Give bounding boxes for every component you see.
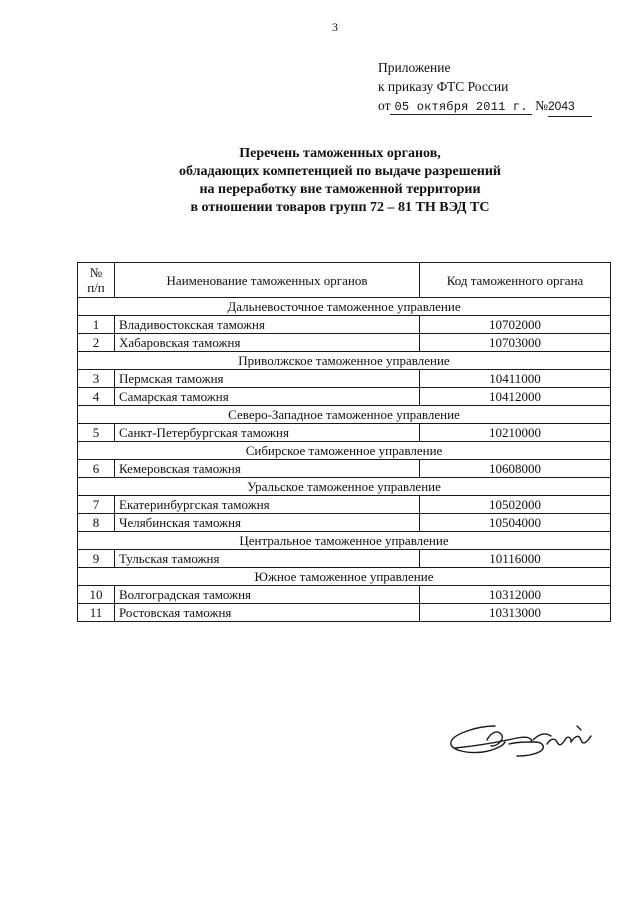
table-body: [78, 298, 611, 622]
appendix-block: [378, 58, 592, 117]
row-code: 10116000: [420, 550, 611, 568]
row-code: 10502000: [420, 496, 611, 514]
row-num: 11: [78, 604, 115, 622]
number-prefix: №: [535, 98, 548, 113]
row-code: 10608000: [420, 460, 611, 478]
region-name: Уральское таможенное управление: [78, 478, 611, 496]
appendix-line-2: к приказу ФТС России: [378, 79, 509, 94]
row-name: Екатеринбургская таможня: [115, 496, 420, 514]
header-name: Наименование таможенных органов: [115, 263, 420, 298]
row-num: 6: [78, 460, 115, 478]
title-line-4: в отношении товаров групп 72 – 81 ТН ВЭД ТС: [190, 200, 490, 215]
row-name: Владивостокская таможня: [115, 316, 420, 334]
order-date: 05 октября 2011 г.: [390, 100, 531, 115]
region-row: [78, 568, 611, 586]
table-row: [78, 460, 611, 478]
row-num: 10: [78, 586, 115, 604]
row-code: 10312000: [420, 586, 611, 604]
table-row: [78, 496, 611, 514]
row-code: 10504000: [420, 514, 611, 532]
row-name: Кемеровская таможня: [115, 460, 420, 478]
table-row: [78, 316, 611, 334]
region-name: Приволжское таможенное управление: [78, 352, 611, 370]
signature-icon: [447, 712, 607, 772]
row-num: 8: [78, 514, 115, 532]
table-row: [78, 550, 611, 568]
table-row: [78, 388, 611, 406]
region-row: [78, 352, 611, 370]
region-row: [78, 442, 611, 460]
customs-table: [77, 262, 611, 622]
appendix-line-3: [378, 96, 592, 117]
order-number: 2043: [548, 97, 592, 117]
row-num: 2: [78, 334, 115, 352]
row-name: Санкт-Петербургская таможня: [115, 424, 420, 442]
table-row: [78, 334, 611, 352]
region-row: [78, 478, 611, 496]
header-num-line-2: п/п: [87, 280, 105, 295]
row-name: Тульская таможня: [115, 550, 420, 568]
row-num: 3: [78, 370, 115, 388]
table-row: [78, 370, 611, 388]
title-line-1: Перечень таможенных органов,: [239, 146, 441, 161]
region-row: [78, 298, 611, 316]
region-name: Сибирское таможенное управление: [78, 442, 611, 460]
row-num: 7: [78, 496, 115, 514]
row-num: 9: [78, 550, 115, 568]
region-name: Центральное таможенное управление: [78, 532, 611, 550]
region-row: [78, 532, 611, 550]
row-name: Челябинская таможня: [115, 514, 420, 532]
row-code: 10412000: [420, 388, 611, 406]
header-num-line-1: №: [89, 265, 103, 280]
region-name: Южное таможенное управление: [78, 568, 611, 586]
row-code: 10313000: [420, 604, 611, 622]
region-name: Дальневосточное таможенное управление: [78, 298, 611, 316]
row-name: Самарская таможня: [115, 388, 420, 406]
row-name: Пермская таможня: [115, 370, 420, 388]
appendix-line-1: Приложение: [378, 60, 451, 75]
row-num: 4: [78, 388, 115, 406]
date-prefix: от: [378, 98, 391, 113]
row-name: Хабаровская таможня: [115, 334, 420, 352]
row-code: 10411000: [420, 370, 611, 388]
row-code: 10210000: [420, 424, 611, 442]
row-code: 10702000: [420, 316, 611, 334]
row-num: 5: [78, 424, 115, 442]
page-number: 3: [332, 20, 338, 34]
table-row: [78, 424, 611, 442]
header-code: Код таможенного органа: [420, 263, 611, 298]
table-row: [78, 604, 611, 622]
table-header-row: [78, 263, 611, 298]
row-code: 10703000: [420, 334, 611, 352]
title-line-2: обладающих компетенцией по выдаче разрешений: [178, 164, 501, 179]
title-line-3: на переработку вне таможенной территории: [199, 182, 481, 197]
region-row: [78, 406, 611, 424]
row-name: Волгоградская таможня: [115, 586, 420, 604]
table-row: [78, 514, 611, 532]
header-num: [78, 263, 115, 298]
region-name: Северо-Западное таможенное управление: [78, 406, 611, 424]
row-name: Ростовская таможня: [115, 604, 420, 622]
document-title: [110, 145, 570, 217]
row-num: 1: [78, 316, 115, 334]
table-row: [78, 586, 611, 604]
